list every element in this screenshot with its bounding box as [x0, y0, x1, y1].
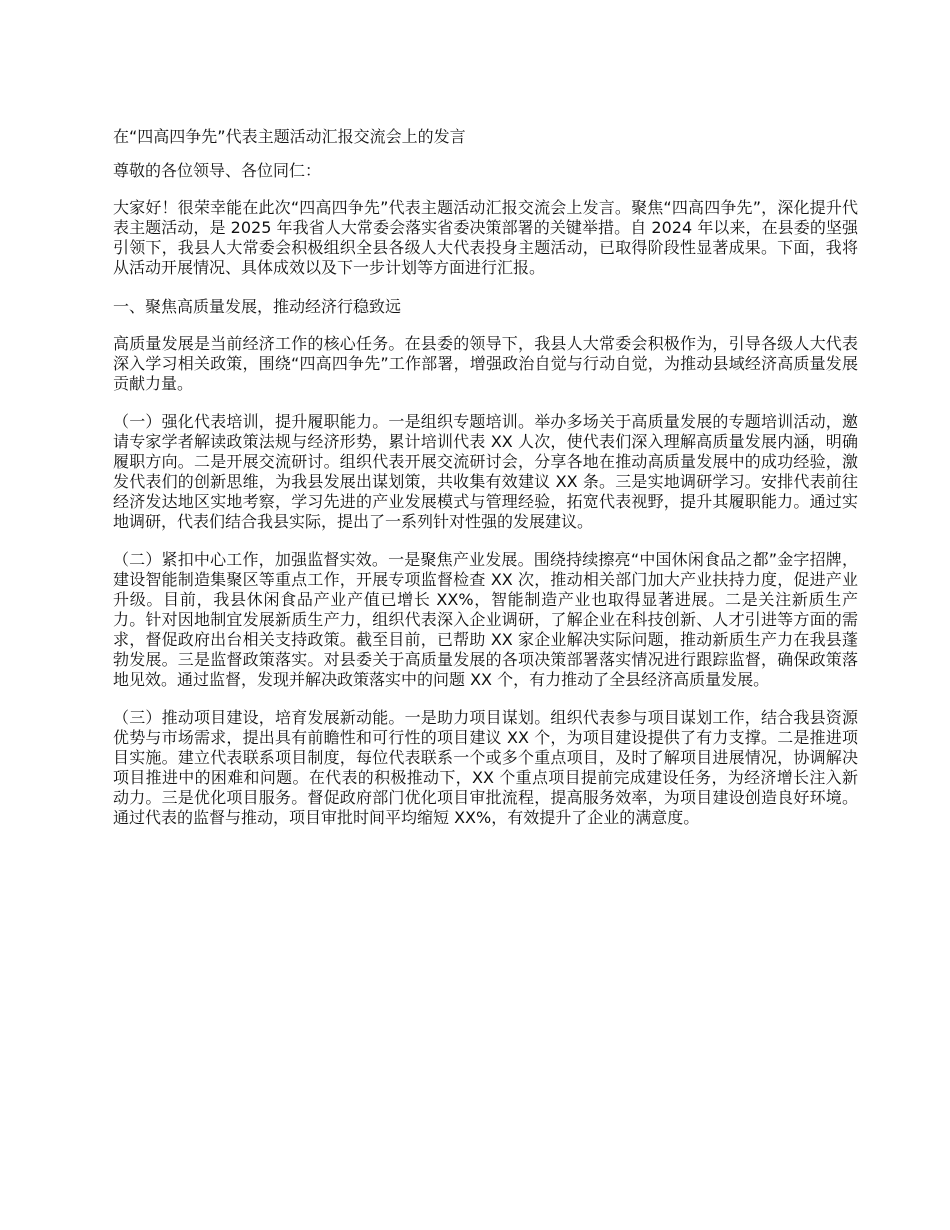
intro-paragraph: 大家好！很荣幸能在此次“四高四争先”代表主题活动汇报交流会上发言。聚焦“四高四争先”，深化提升代表主题活动，是 2025 年我省人大常委会落实省委决策部署的关键举措。自 2024 年以来，在县委的坚强引领下，我县人大常委会积极组织全县各级人大代表投身主题活动，已取得阶段性显著成果。下面，我将从活动开展情况、具体成效以及下一步计划等方面进行汇报。 — [113, 198, 858, 277]
subsection-2-paragraph: （二）紧扣中心工作，加强监督实效。一是聚焦产业发展。围绕持续擦亮“中国休闲食品之都”金字招牌，建设智能制造集聚区等重点工作，开展专项监督检查 XX 次，推动相关部门加大产业扶持力度，促进产业升级。目前，我县休闲食品产业产值已增长 XX%，智能制造产业也取得显著进展。二是关注新质生产力。针对因地制宜发展新质生产力，组织代表深入企业调研，了解企业在科技创新、人才引进等方面的需求，督促政府出台相关支持政策。截至目前，已帮助 XX 家企业解决实际问题，推动新质生产力在我县蓬勃发展。三是监督政策落实。对县委关于高质量发展的各项决策部署落实情况进行跟踪监督，确保政策落地见效。通过监督，发现并解决政策落实中的问题 XX 个，有力推动了全县经济高质量发展。 — [113, 550, 858, 689]
document-title: 在“四高四争先”代表主题活动汇报交流会上的发言 — [113, 127, 466, 146]
salutation: 尊敬的各位领导、各位同仁： — [113, 161, 322, 180]
section-heading-1: 一、聚焦高质量发展，推动经济行稳致远 — [113, 297, 402, 316]
subsection-3-paragraph: （三）推动项目建设，培育发展新动能。一是助力项目谋划。组织代表参与项目谋划工作，结合我县资源优势与市场需求，提出具有前瞻性和可行性的项目建议 XX 个，为项目建设提供了有力支撑。二是推进项目实施。建立代表联系项目制度，每位代表联系一个或多个重点项目，及时了解项目进展情况，协调解决项目推进中的困难和问题。在代表的积极推动下，XX 个重点项目提前完成建设任务，为经济增长注入新动力。三是优化项目服务。督促政府部门优化项目审批流程，提高服务效率，为项目建设创造良好环境。通过代表的监督与推动，项目审批时间平均缩短 XX%，有效提升了企业的满意度。 — [113, 708, 858, 827]
section-1-paragraph: 高质量发展是当前经济工作的核心任务。在县委的领导下，我县人大常委会积极作为，引导各级人大代表深入学习相关政策，围绕“四高四争先”工作部署，增强政治自觉与行动自觉，为推动县域经济高质量发展贡献力量。 — [113, 334, 858, 393]
document-page — [113, 126, 858, 846]
subsection-1-paragraph: （一）强化代表培训，提升履职能力。一是组织专题培训。举办多场关于高质量发展的专题培训活动，邀请专家学者解读政策法规与经济形势，累计培训代表 XX 人次，使代表们深入理解高质量发展内涵，明确履职方向。二是开展交流研讨。组织代表开展交流研讨会，分享各地在推动高质量发展中的成功经验，激发代表们的创新思维，为我县发展出谋划策，共收集有效建议 XX 条。三是实地调研学习。安排代表前往经济发达地区实地考察，学习先进的产业发展模式与管理经验，拓宽代表视野，提升其履职能力。通过实地调研，代表们结合我县实际，提出了一系列针对性强的发展建议。 — [113, 412, 858, 531]
